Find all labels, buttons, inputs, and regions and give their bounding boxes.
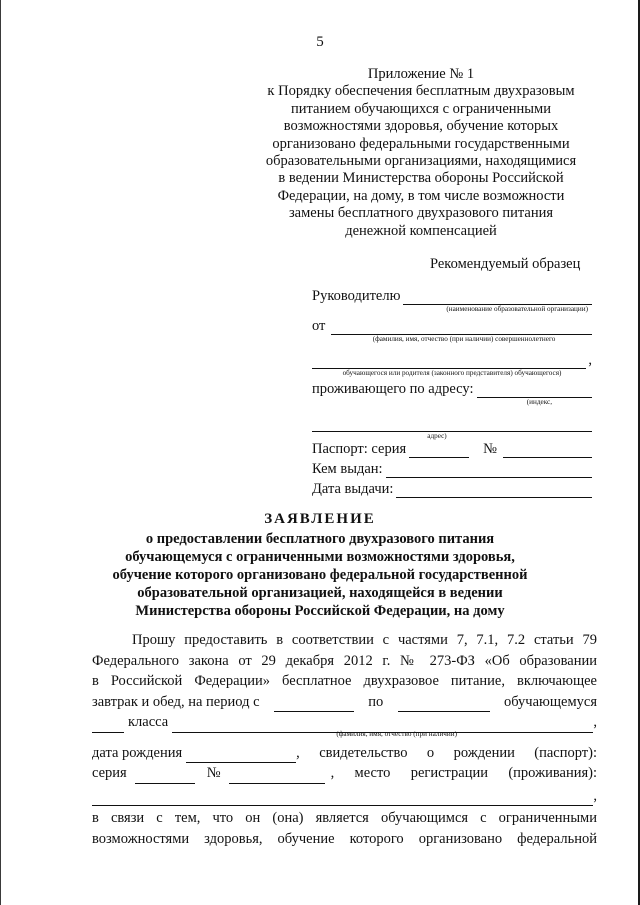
appendix-line: Федерации, на дому, в том числе возможности: [277, 187, 565, 204]
number-sign: №: [206, 765, 221, 781]
index-caption: (индекс,: [526, 398, 552, 406]
period-mid: по: [368, 693, 384, 710]
series-label: серия: [92, 765, 127, 781]
birth-label: дата рождения: [92, 744, 183, 761]
comma: ,: [588, 352, 592, 368]
passport-number-sign: №: [483, 441, 497, 457]
address-field[interactable]: [312, 419, 592, 432]
recommended-sample-label: Рекомендуемый образец: [430, 256, 581, 272]
passport-row: [312, 441, 592, 458]
index-field[interactable]: [477, 385, 593, 398]
page-left-edge: [0, 0, 1, 905]
issue-date-label: Дата выдачи:: [312, 481, 394, 497]
body-line: в Российской Федерации» бесплатное двухразовое питание, включающее: [92, 673, 597, 689]
residing-label: проживающего по адресу:: [312, 381, 474, 397]
period-row: [92, 692, 597, 713]
body-line: Прошу предоставить в соответствии с частями 7, 7.1, 7.2 статьи 79: [132, 632, 597, 648]
period-suffix: обучающемуся: [503, 693, 597, 710]
page-number: 5: [316, 34, 324, 50]
appendix-line: образовательными организациями, находящимися: [265, 153, 577, 170]
student-caption: (фамилия, имя, отчество (при наличии): [336, 729, 457, 738]
head-caption: (наименование образовательной организации): [446, 305, 588, 313]
appendix-line: организовано федеральными государственными: [272, 135, 570, 152]
body-line: возможностями здоровья, обучение которого организовано федеральной: [92, 830, 597, 847]
appendix-header: [232, 66, 610, 240]
body-line: в связи с тем, что он (она) является обучающимся с ограниченными: [92, 810, 597, 826]
from-field-2[interactable]: [312, 356, 586, 369]
appendix-line: к Порядку обеспечения бесплатным двухразовым: [267, 83, 575, 100]
registration-row: [92, 786, 597, 807]
number-field[interactable]: [229, 771, 325, 784]
from-label: от: [312, 318, 326, 334]
statement-subtitle-line: обучение которого организовано федеральной государственной: [112, 567, 528, 583]
issue-date-field[interactable]: [396, 485, 592, 498]
head-row: [312, 288, 592, 305]
from-row-2: [312, 352, 592, 369]
issued-by-row: [312, 461, 592, 478]
address-caption: адрес): [427, 432, 447, 440]
issued-by-label: Кем выдан:: [312, 461, 383, 477]
from-caption-2: обучающегося или родителя (законного представителя) обучающегося): [342, 369, 562, 377]
from-caption: (фамилия, имя, отчество (при наличии) совершеннолетнего: [372, 335, 556, 343]
registration-label: , место регистрации (проживания):: [330, 765, 597, 781]
address-row: [312, 419, 592, 432]
period-prefix: завтрак и обед, на период с: [92, 693, 260, 710]
body-line: Федерального закона от 29 декабря 2012 г. № 273-ФЗ «Об образовании: [92, 652, 597, 669]
comma: ,: [593, 714, 597, 730]
statement-subtitle-line: Министерства обороны Российской Федерации, на дому: [135, 603, 505, 619]
class-label: класса: [128, 714, 169, 730]
class-field[interactable]: [92, 720, 124, 733]
appendix-line: возможностями здоровья, обучение которых: [283, 118, 559, 135]
birth-date-field[interactable]: [186, 750, 296, 763]
appendix-line: замены бесплатного двухразового питания: [288, 205, 554, 222]
from-field[interactable]: [331, 322, 592, 335]
certificate-label: , свидетельство о рождении (паспорт):: [296, 744, 597, 761]
period-end-field[interactable]: [398, 699, 490, 712]
passport-label: Паспорт: серия: [312, 441, 407, 457]
registration-field[interactable]: [92, 793, 593, 806]
period-start-field[interactable]: [274, 699, 354, 712]
appendix-line: в ведении Министерства обороны Российской: [278, 170, 564, 187]
statement-subtitle-line: о предоставлении бесплатного двухразового питания: [145, 531, 495, 547]
appendix-line: Приложение № 1: [367, 66, 475, 82]
statement-subtitle-line: образовательной организацией, находящейся в ведении: [137, 585, 503, 601]
addressee-block: [312, 288, 592, 498]
statement-heading: ЗАЯВЛЕНИЕ: [264, 511, 376, 527]
passport-series-field[interactable]: [409, 445, 469, 458]
statement-subtitle-line: обучающемуся с ограниченными возможностями здоровья,: [125, 549, 515, 565]
appendix-line: питанием обучающихся с ограниченными: [291, 100, 551, 117]
residing-row: [312, 381, 592, 398]
comma: ,: [593, 787, 597, 804]
series-row: [92, 763, 597, 784]
birth-row: [92, 743, 597, 764]
passport-number-field[interactable]: [503, 445, 592, 458]
statement-body: [92, 630, 597, 849]
series-field[interactable]: [135, 771, 195, 784]
statement-title: [0, 510, 640, 620]
appendix-line: денежной компенсацией: [345, 222, 497, 239]
issue-date-row: [312, 481, 592, 498]
from-row: [312, 318, 592, 335]
head-field[interactable]: [403, 292, 592, 305]
head-label: Руководителю: [312, 288, 401, 304]
issued-by-field[interactable]: [386, 465, 592, 478]
